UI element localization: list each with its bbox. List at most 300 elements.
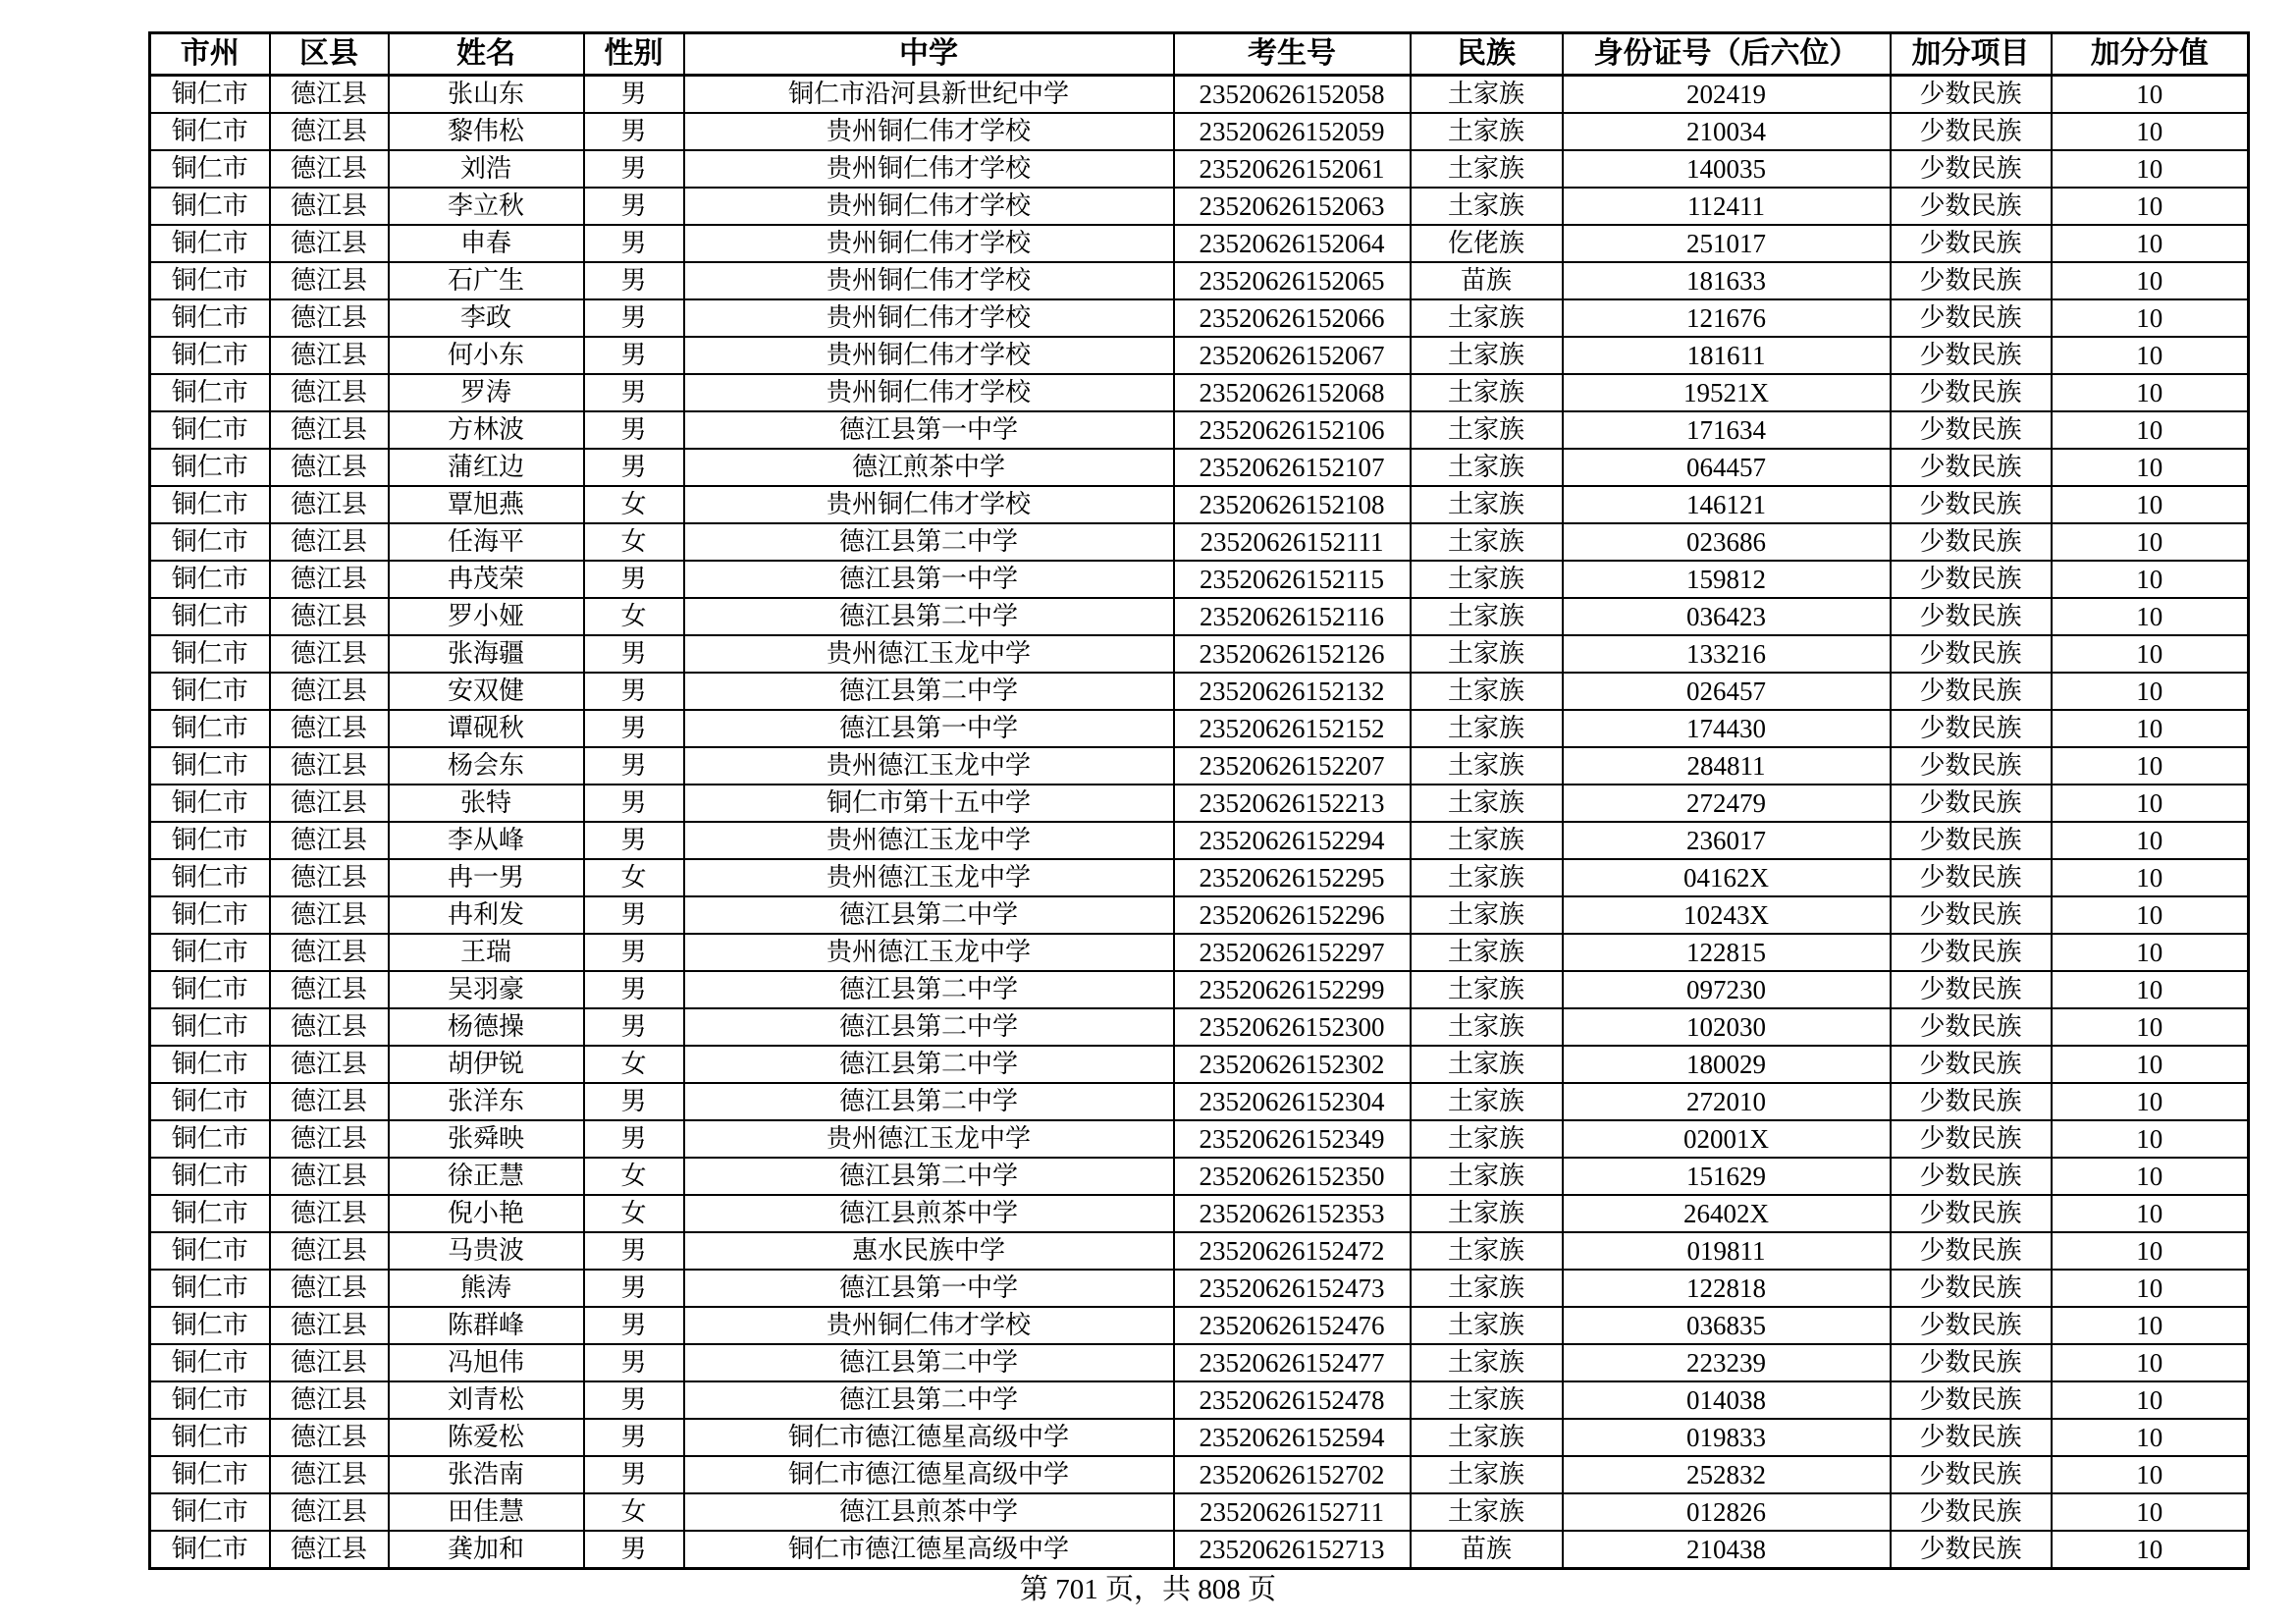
cell-id-last-six: 10243X <box>1563 896 1891 934</box>
cell-ethnicity: 土家族 <box>1411 523 1563 561</box>
cell-school: 贵州德江玉龙中学 <box>684 1120 1174 1158</box>
cell-exam-number: 23520626152711 <box>1174 1493 1411 1531</box>
table-row <box>150 635 2249 673</box>
cell-id-last-six: 019811 <box>1563 1232 1891 1270</box>
cell-gender: 男 <box>584 225 684 262</box>
cell-exam-number: 23520626152297 <box>1174 934 1411 971</box>
cell-exam-number: 23520626152067 <box>1174 337 1411 374</box>
cell-school: 德江县第二中学 <box>684 971 1174 1008</box>
cell-name: 黎伟松 <box>389 113 584 150</box>
table-row <box>150 225 2249 262</box>
table-body <box>150 76 2249 1569</box>
cell-exam-number: 23520626152294 <box>1174 822 1411 859</box>
cell-exam-number: 23520626152594 <box>1174 1419 1411 1456</box>
cell-exam-number: 23520626152304 <box>1174 1083 1411 1120</box>
cell-gender: 男 <box>584 1456 684 1493</box>
cell-city: 铜仁市 <box>150 1456 270 1493</box>
cell-school: 德江县第二中学 <box>684 1381 1174 1419</box>
cell-name: 杨会东 <box>389 747 584 785</box>
cell-bonus-item: 少数民族 <box>1891 1195 2052 1232</box>
cell-school: 贵州德江玉龙中学 <box>684 635 1174 673</box>
cell-exam-number: 23520626152472 <box>1174 1232 1411 1270</box>
cell-city: 铜仁市 <box>150 1344 270 1381</box>
cell-name: 李从峰 <box>389 822 584 859</box>
cell-bonus-value: 10 <box>2052 1381 2249 1419</box>
cell-gender: 男 <box>584 1381 684 1419</box>
cell-school: 铜仁市第十五中学 <box>684 785 1174 822</box>
cell-ethnicity: 土家族 <box>1411 299 1563 337</box>
cell-ethnicity: 土家族 <box>1411 598 1563 635</box>
cell-id-last-six: 202419 <box>1563 76 1891 114</box>
cell-bonus-item: 少数民族 <box>1891 747 2052 785</box>
cell-exam-number: 23520626152066 <box>1174 299 1411 337</box>
cell-name: 陈爱松 <box>389 1419 584 1456</box>
cell-name: 罗涛 <box>389 374 584 411</box>
cell-exam-number: 23520626152213 <box>1174 785 1411 822</box>
cell-name: 熊涛 <box>389 1270 584 1307</box>
cell-county: 德江县 <box>270 374 389 411</box>
cell-bonus-value: 10 <box>2052 374 2249 411</box>
cell-ethnicity: 土家族 <box>1411 150 1563 188</box>
cell-ethnicity: 土家族 <box>1411 76 1563 114</box>
column-header-ethnicity: 民族 <box>1411 33 1563 76</box>
table-row <box>150 934 2249 971</box>
cell-ethnicity: 土家族 <box>1411 859 1563 896</box>
cell-id-last-six: 121676 <box>1563 299 1891 337</box>
cell-name: 张特 <box>389 785 584 822</box>
cell-school: 德江县第二中学 <box>684 1046 1174 1083</box>
cell-ethnicity: 土家族 <box>1411 1083 1563 1120</box>
cell-city: 铜仁市 <box>150 785 270 822</box>
cell-exam-number: 23520626152115 <box>1174 561 1411 598</box>
table-row <box>150 1493 2249 1531</box>
cell-id-last-six: 210438 <box>1563 1531 1891 1569</box>
cell-name: 覃旭燕 <box>389 486 584 523</box>
cell-gender: 男 <box>584 337 684 374</box>
cell-county: 德江县 <box>270 1158 389 1195</box>
cell-id-last-six: 112411 <box>1563 188 1891 225</box>
cell-bonus-value: 10 <box>2052 1008 2249 1046</box>
cell-id-last-six: 181633 <box>1563 262 1891 299</box>
cell-name: 申春 <box>389 225 584 262</box>
cell-bonus-value: 10 <box>2052 1158 2249 1195</box>
cell-city: 铜仁市 <box>150 486 270 523</box>
cell-bonus-item: 少数民族 <box>1891 934 2052 971</box>
cell-name: 胡伊锐 <box>389 1046 584 1083</box>
cell-bonus-item: 少数民族 <box>1891 1419 2052 1456</box>
cell-bonus-value: 10 <box>2052 598 2249 635</box>
cell-county: 德江县 <box>270 1531 389 1569</box>
cell-gender: 女 <box>584 523 684 561</box>
cell-school: 铜仁市德江德星高级中学 <box>684 1456 1174 1493</box>
cell-id-last-six: 133216 <box>1563 635 1891 673</box>
cell-school: 贵州铜仁伟才学校 <box>684 188 1174 225</box>
cell-exam-number: 23520626152064 <box>1174 225 1411 262</box>
cell-school: 德江县第一中学 <box>684 411 1174 449</box>
cell-school: 德江县第一中学 <box>684 561 1174 598</box>
cell-id-last-six: 159812 <box>1563 561 1891 598</box>
cell-ethnicity: 土家族 <box>1411 710 1563 747</box>
cell-city: 铜仁市 <box>150 299 270 337</box>
cell-county: 德江县 <box>270 1232 389 1270</box>
cell-bonus-item: 少数民族 <box>1891 449 2052 486</box>
column-header-county: 区县 <box>270 33 389 76</box>
cell-county: 德江县 <box>270 150 389 188</box>
cell-city: 铜仁市 <box>150 1232 270 1270</box>
cell-ethnicity: 土家族 <box>1411 673 1563 710</box>
cell-gender: 男 <box>584 635 684 673</box>
cell-exam-number: 23520626152353 <box>1174 1195 1411 1232</box>
table-row <box>150 1083 2249 1120</box>
cell-county: 德江县 <box>270 337 389 374</box>
cell-exam-number: 23520626152476 <box>1174 1307 1411 1344</box>
cell-ethnicity: 土家族 <box>1411 337 1563 374</box>
table-row <box>150 1531 2249 1569</box>
cell-ethnicity: 土家族 <box>1411 1232 1563 1270</box>
cell-id-last-six: 064457 <box>1563 449 1891 486</box>
cell-ethnicity: 土家族 <box>1411 113 1563 150</box>
cell-bonus-value: 10 <box>2052 262 2249 299</box>
cell-gender: 男 <box>584 262 684 299</box>
cell-bonus-item: 少数民族 <box>1891 1232 2052 1270</box>
table-row <box>150 523 2249 561</box>
cell-gender: 男 <box>584 1120 684 1158</box>
cell-ethnicity: 土家族 <box>1411 934 1563 971</box>
cell-county: 德江县 <box>270 1344 389 1381</box>
cell-county: 德江县 <box>270 1381 389 1419</box>
cell-id-last-six: 223239 <box>1563 1344 1891 1381</box>
cell-ethnicity: 土家族 <box>1411 374 1563 411</box>
cell-gender: 女 <box>584 1195 684 1232</box>
cell-exam-number: 23520626152702 <box>1174 1456 1411 1493</box>
cell-bonus-value: 10 <box>2052 1493 2249 1531</box>
cell-ethnicity: 土家族 <box>1411 896 1563 934</box>
cell-ethnicity: 土家族 <box>1411 1046 1563 1083</box>
cell-school: 贵州铜仁伟才学校 <box>684 150 1174 188</box>
cell-city: 铜仁市 <box>150 225 270 262</box>
cell-bonus-value: 10 <box>2052 299 2249 337</box>
cell-gender: 男 <box>584 673 684 710</box>
cell-name: 李立秋 <box>389 188 584 225</box>
cell-id-last-six: 26402X <box>1563 1195 1891 1232</box>
cell-gender: 男 <box>584 150 684 188</box>
cell-gender: 男 <box>584 449 684 486</box>
cell-id-last-six: 146121 <box>1563 486 1891 523</box>
cell-county: 德江县 <box>270 299 389 337</box>
column-header-exam-number: 考生号 <box>1174 33 1411 76</box>
cell-gender: 男 <box>584 411 684 449</box>
cell-city: 铜仁市 <box>150 1008 270 1046</box>
cell-school: 德江县第二中学 <box>684 896 1174 934</box>
cell-city: 铜仁市 <box>150 150 270 188</box>
cell-bonus-value: 10 <box>2052 225 2249 262</box>
cell-ethnicity: 土家族 <box>1411 1456 1563 1493</box>
cell-bonus-value: 10 <box>2052 1307 2249 1344</box>
cell-gender: 男 <box>584 934 684 971</box>
cell-bonus-value: 10 <box>2052 785 2249 822</box>
cell-county: 德江县 <box>270 598 389 635</box>
cell-county: 德江县 <box>270 934 389 971</box>
cell-exam-number: 23520626152302 <box>1174 1046 1411 1083</box>
cell-bonus-item: 少数民族 <box>1891 262 2052 299</box>
cell-name: 冉利发 <box>389 896 584 934</box>
table-row <box>150 1344 2249 1381</box>
cell-county: 德江县 <box>270 1456 389 1493</box>
cell-id-last-six: 272010 <box>1563 1083 1891 1120</box>
cell-county: 德江县 <box>270 1270 389 1307</box>
cell-city: 铜仁市 <box>150 859 270 896</box>
cell-city: 铜仁市 <box>150 337 270 374</box>
cell-city: 铜仁市 <box>150 635 270 673</box>
cell-id-last-six: 019833 <box>1563 1419 1891 1456</box>
cell-bonus-value: 10 <box>2052 188 2249 225</box>
cell-school: 贵州铜仁伟才学校 <box>684 337 1174 374</box>
cell-ethnicity: 土家族 <box>1411 635 1563 673</box>
cell-exam-number: 23520626152478 <box>1174 1381 1411 1419</box>
cell-bonus-item: 少数民族 <box>1891 188 2052 225</box>
cell-school: 德江县第二中学 <box>684 598 1174 635</box>
cell-ethnicity: 土家族 <box>1411 188 1563 225</box>
cell-school: 惠水民族中学 <box>684 1232 1174 1270</box>
cell-bonus-item: 少数民族 <box>1891 1046 2052 1083</box>
cell-id-last-six: 252832 <box>1563 1456 1891 1493</box>
cell-gender: 男 <box>584 822 684 859</box>
cell-school: 德江县煎茶中学 <box>684 1493 1174 1531</box>
cell-gender: 女 <box>584 1046 684 1083</box>
cell-ethnicity: 土家族 <box>1411 411 1563 449</box>
table-row <box>150 113 2249 150</box>
cell-name: 何小东 <box>389 337 584 374</box>
cell-gender: 男 <box>584 971 684 1008</box>
table-row <box>150 1307 2249 1344</box>
cell-ethnicity: 苗族 <box>1411 262 1563 299</box>
cell-name: 罗小娅 <box>389 598 584 635</box>
cell-gender: 男 <box>584 188 684 225</box>
cell-gender: 男 <box>584 1083 684 1120</box>
cell-name: 张舜映 <box>389 1120 584 1158</box>
table-row <box>150 1381 2249 1419</box>
cell-school: 铜仁市德江德星高级中学 <box>684 1531 1174 1569</box>
cell-bonus-item: 少数民族 <box>1891 822 2052 859</box>
cell-bonus-item: 少数民族 <box>1891 785 2052 822</box>
cell-school: 德江县第二中学 <box>684 523 1174 561</box>
cell-bonus-item: 少数民族 <box>1891 411 2052 449</box>
cell-county: 德江县 <box>270 710 389 747</box>
cell-county: 德江县 <box>270 1195 389 1232</box>
cell-ethnicity: 土家族 <box>1411 1493 1563 1531</box>
table-row <box>150 449 2249 486</box>
cell-city: 铜仁市 <box>150 1531 270 1569</box>
cell-county: 德江县 <box>270 1046 389 1083</box>
cell-city: 铜仁市 <box>150 449 270 486</box>
cell-gender: 男 <box>584 76 684 114</box>
cell-county: 德江县 <box>270 523 389 561</box>
cell-bonus-value: 10 <box>2052 113 2249 150</box>
cell-name: 蒲红边 <box>389 449 584 486</box>
cell-ethnicity: 土家族 <box>1411 486 1563 523</box>
cell-bonus-item: 少数民族 <box>1891 225 2052 262</box>
cell-gender: 女 <box>584 1493 684 1531</box>
cell-id-last-six: 014038 <box>1563 1381 1891 1419</box>
cell-name: 杨德操 <box>389 1008 584 1046</box>
table-row <box>150 1195 2249 1232</box>
cell-exam-number: 23520626152473 <box>1174 1270 1411 1307</box>
cell-exam-number: 23520626152296 <box>1174 896 1411 934</box>
cell-exam-number: 23520626152061 <box>1174 150 1411 188</box>
cell-bonus-item: 少数民族 <box>1891 374 2052 411</box>
cell-school: 贵州铜仁伟才学校 <box>684 299 1174 337</box>
cell-county: 德江县 <box>270 785 389 822</box>
table-row <box>150 710 2249 747</box>
cell-ethnicity: 土家族 <box>1411 971 1563 1008</box>
cell-id-last-six: 251017 <box>1563 225 1891 262</box>
cell-exam-number: 23520626152207 <box>1174 747 1411 785</box>
cell-city: 铜仁市 <box>150 1158 270 1195</box>
cell-exam-number: 23520626152350 <box>1174 1158 1411 1195</box>
cell-name: 刘青松 <box>389 1381 584 1419</box>
cell-ethnicity: 土家族 <box>1411 1344 1563 1381</box>
cell-bonus-value: 10 <box>2052 896 2249 934</box>
cell-bonus-item: 少数民族 <box>1891 896 2052 934</box>
cell-bonus-item: 少数民族 <box>1891 76 2052 114</box>
cell-id-last-six: 19521X <box>1563 374 1891 411</box>
cell-name: 马贵波 <box>389 1232 584 1270</box>
cell-city: 铜仁市 <box>150 1046 270 1083</box>
cell-id-last-six: 036423 <box>1563 598 1891 635</box>
table-row <box>150 1046 2249 1083</box>
cell-exam-number: 23520626152116 <box>1174 598 1411 635</box>
cell-ethnicity: 土家族 <box>1411 747 1563 785</box>
cell-city: 铜仁市 <box>150 747 270 785</box>
cell-bonus-value: 10 <box>2052 523 2249 561</box>
column-header-id-last-six: 身份证号（后六位） <box>1563 33 1891 76</box>
cell-id-last-six: 181611 <box>1563 337 1891 374</box>
cell-school: 贵州德江玉龙中学 <box>684 822 1174 859</box>
cell-gender: 男 <box>584 374 684 411</box>
table-row <box>150 747 2249 785</box>
table-row <box>150 859 2249 896</box>
cell-exam-number: 23520626152058 <box>1174 76 1411 114</box>
table-row <box>150 598 2249 635</box>
cell-school: 德江县煎茶中学 <box>684 1195 1174 1232</box>
cell-bonus-value: 10 <box>2052 1270 2249 1307</box>
cell-school: 德江县第二中学 <box>684 1008 1174 1046</box>
cell-gender: 男 <box>584 1531 684 1569</box>
cell-county: 德江县 <box>270 1120 389 1158</box>
cell-school: 贵州德江玉龙中学 <box>684 859 1174 896</box>
cell-school: 德江煎茶中学 <box>684 449 1174 486</box>
cell-bonus-item: 少数民族 <box>1891 299 2052 337</box>
cell-gender: 男 <box>584 710 684 747</box>
cell-county: 德江县 <box>270 449 389 486</box>
table-row <box>150 150 2249 188</box>
cell-bonus-item: 少数民族 <box>1891 859 2052 896</box>
cell-id-last-six: 284811 <box>1563 747 1891 785</box>
cell-county: 德江县 <box>270 1008 389 1046</box>
cell-bonus-value: 10 <box>2052 822 2249 859</box>
cell-id-last-six: 174430 <box>1563 710 1891 747</box>
cell-exam-number: 23520626152063 <box>1174 188 1411 225</box>
cell-county: 德江县 <box>270 635 389 673</box>
header-row <box>150 33 2249 76</box>
cell-id-last-six: 04162X <box>1563 859 1891 896</box>
cell-city: 铜仁市 <box>150 934 270 971</box>
cell-name: 冯旭伟 <box>389 1344 584 1381</box>
cell-bonus-item: 少数民族 <box>1891 1008 2052 1046</box>
cell-bonus-value: 10 <box>2052 1531 2249 1569</box>
table-row <box>150 299 2249 337</box>
cell-county: 德江县 <box>270 1419 389 1456</box>
cell-ethnicity: 仡佬族 <box>1411 225 1563 262</box>
cell-exam-number: 23520626152295 <box>1174 859 1411 896</box>
cell-id-last-six: 097230 <box>1563 971 1891 1008</box>
table-row <box>150 971 2249 1008</box>
cell-exam-number: 23520626152059 <box>1174 113 1411 150</box>
cell-bonus-item: 少数民族 <box>1891 1381 2052 1419</box>
cell-school: 贵州铜仁伟才学校 <box>684 374 1174 411</box>
cell-bonus-value: 10 <box>2052 971 2249 1008</box>
cell-bonus-value: 10 <box>2052 150 2249 188</box>
cell-city: 铜仁市 <box>150 822 270 859</box>
table-row <box>150 374 2249 411</box>
cell-gender: 男 <box>584 113 684 150</box>
column-header-bonus-item: 加分项目 <box>1891 33 2052 76</box>
cell-gender: 男 <box>584 1307 684 1344</box>
cell-name: 安双健 <box>389 673 584 710</box>
column-header-school: 中学 <box>684 33 1174 76</box>
cell-ethnicity: 土家族 <box>1411 1307 1563 1344</box>
table-row <box>150 1456 2249 1493</box>
cell-bonus-value: 10 <box>2052 934 2249 971</box>
cell-school: 贵州铜仁伟才学校 <box>684 1307 1174 1344</box>
table-row <box>150 822 2249 859</box>
table-row <box>150 673 2249 710</box>
cell-school: 德江县第二中学 <box>684 1344 1174 1381</box>
cell-bonus-value: 10 <box>2052 337 2249 374</box>
cell-ethnicity: 土家族 <box>1411 1381 1563 1419</box>
cell-ethnicity: 土家族 <box>1411 1270 1563 1307</box>
cell-city: 铜仁市 <box>150 1120 270 1158</box>
cell-gender: 男 <box>584 1419 684 1456</box>
cell-bonus-value: 10 <box>2052 673 2249 710</box>
table-row <box>150 1419 2249 1456</box>
table-row <box>150 1158 2249 1195</box>
cell-county: 德江县 <box>270 747 389 785</box>
cell-county: 德江县 <box>270 113 389 150</box>
cell-county: 德江县 <box>270 188 389 225</box>
cell-exam-number: 23520626152300 <box>1174 1008 1411 1046</box>
cell-bonus-value: 10 <box>2052 1083 2249 1120</box>
cell-school: 贵州铜仁伟才学校 <box>684 113 1174 150</box>
cell-bonus-value: 10 <box>2052 76 2249 114</box>
cell-county: 德江县 <box>270 1493 389 1531</box>
table-row <box>150 1270 2249 1307</box>
cell-bonus-item: 少数民族 <box>1891 1158 2052 1195</box>
cell-id-last-six: 151629 <box>1563 1158 1891 1195</box>
cell-county: 德江县 <box>270 1307 389 1344</box>
cell-exam-number: 23520626152132 <box>1174 673 1411 710</box>
table-row <box>150 896 2249 934</box>
cell-ethnicity: 土家族 <box>1411 1158 1563 1195</box>
cell-exam-number: 23520626152106 <box>1174 411 1411 449</box>
column-header-bonus-value: 加分分值 <box>2052 33 2249 76</box>
cell-bonus-value: 10 <box>2052 1120 2249 1158</box>
cell-name: 徐正慧 <box>389 1158 584 1195</box>
cell-id-last-six: 122815 <box>1563 934 1891 971</box>
cell-bonus-item: 少数民族 <box>1891 337 2052 374</box>
cell-bonus-value: 10 <box>2052 561 2249 598</box>
cell-city: 铜仁市 <box>150 1419 270 1456</box>
